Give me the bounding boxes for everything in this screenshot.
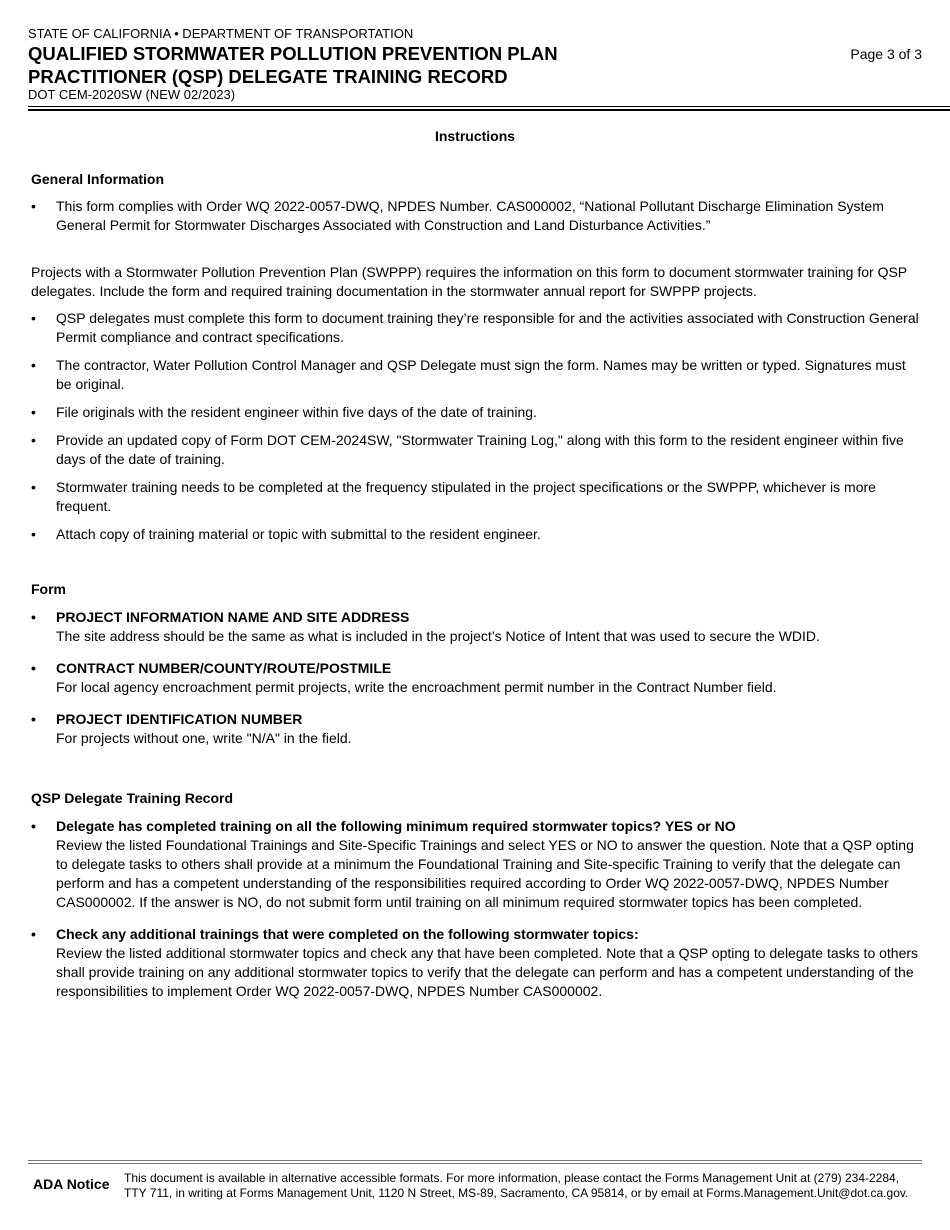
bullet-icon: • [31,310,36,326]
footer-divider-2 [28,1163,922,1164]
bullet-icon: • [31,711,36,727]
ada-notice-label: ADA Notice [33,1176,110,1192]
general-bullet-text: This form complies with Order WQ 2022-0057-DWQ, NPDES Number. CAS000002, “National Pollutant Discharge Elimination System General Permit for Stormwater Discharges Associated with Construction and Land Disturbance Activities.” [56,198,884,233]
list-item [31,659,921,697]
general-paragraph: Projects with a Stormwater Pollution Prevention Plan (SWPPP) requires the information on this form to document stormwater training for QSP delegates. Include the form and required training documentation in the stormwater annual report for SWPPP projects. [31,264,907,299]
qsp-item-text: Review the listed additional stormwater topics and check any that have been completed. Note that a QSP opting to delegate tasks to others shall provide training on any additional stormwater topics to verify that the delegate can perform and has a competent understanding of the responsibilities to implement Order WQ 2022-0057-DWQ, NPDES Number CAS000002. [56,945,919,999]
list-item [31,608,921,646]
general-bullet-text: The contractor, Water Pollution Control Manager and QSP Delegate must sign the form. Names may be written or typed. Signatures must be original. [56,357,906,392]
bullet-icon: • [31,479,36,495]
general-bullets-top [31,197,921,235]
list-item [31,356,921,394]
form-title [28,42,558,88]
bullet-icon: • [31,818,36,834]
list-item [31,525,921,544]
form-item-text: For projects without one, write "N/A" in the field. [56,730,352,746]
list-item [31,925,921,1001]
form-number: DOT CEM-2020SW (NEW 02/2023) [28,87,236,102]
form-item-title: PROJECT IDENTIFICATION NUMBER [56,711,303,727]
page-number: Page 3 of 3 [850,46,922,62]
instructions-title: Instructions [434,128,516,144]
form-section-heading: Form [31,581,66,597]
footer-divider-1 [28,1160,922,1161]
list-item [31,478,921,516]
general-bullet-text: QSP delegates must complete this form to document training they’re responsible for and the activities associated with Construction General Permit compliance and contract specifications. [56,310,919,345]
list-item [31,431,921,469]
ada-notice-text: This document is available in alternative accessible formats. For more information, please contact the Forms Management Unit at (279) 234-2284, TTY 711, in writing at Forms Management Unit, 1120 N Street, MS-89, Sacramento, CA 95814, or by email at Forms.Management.Unit@dot.ca.gov. [124,1171,909,1200]
general-bullets [31,309,921,544]
qsp-item-title: Check any additional trainings that were completed on the following stormwater topics: [56,926,639,942]
bullet-icon: • [31,404,36,420]
bullet-icon: • [31,609,36,625]
qsp-item-title: Delegate has completed training on all the following minimum required stormwater topics? YES or NO [56,818,736,834]
qsp-section-items [31,817,921,1001]
bullet-icon: • [31,357,36,373]
form-title-line-1: QUALIFIED STORMWATER POLLUTION PREVENTION PLAN [28,43,558,64]
bullet-icon: • [31,926,36,942]
form-item-title: PROJECT INFORMATION NAME AND SITE ADDRESS [56,609,410,625]
header-divider-thick [28,109,950,111]
bullet-icon: • [31,526,36,542]
form-title-line-2: PRACTITIONER (QSP) DELEGATE TRAINING RECORD [28,66,508,87]
bullet-icon: • [31,432,36,448]
list-item [31,710,921,748]
general-bullet-text: Stormwater training needs to be completed at the frequency stipulated in the project specifications or the SWPPP, whichever is more frequent. [56,479,876,514]
list-item [31,403,921,422]
form-item-text: For local agency encroachment permit projects, write the encroachment permit number in the Contract Number field. [56,679,777,695]
general-info-heading: General Information [31,171,165,187]
list-item [31,817,921,912]
form-item-text: The site address should be the same as what is included in the project’s Notice of Intent that was used to secure the WDID. [56,628,820,644]
form-item-title: CONTRACT NUMBER/COUNTY/ROUTE/POSTMILE [56,660,392,676]
agency-line: STATE OF CALIFORNIA • DEPARTMENT OF TRANSPORTATION [28,26,414,41]
bullet-icon: • [31,198,36,214]
instructions-body [31,170,921,1001]
bullet-icon: • [31,660,36,676]
list-item [31,197,921,235]
list-item [31,309,921,347]
qsp-item-text: Review the listed Foundational Trainings and Site-Specific Trainings and select YES or NO to answer the question. Note that a QSP opting to delegate tasks to others shall provide at a minimum the Foundational Training and Site-specific Training to verify that the delegate can perform and has a competent understanding of the responsibilities required according to Order WQ 2022-0057-DWQ, NPDES Number CAS000002. If the answer is NO, do not submit form until training on all minimum required stormwater topics has been completed. [56,837,914,910]
general-bullet-text: Provide an updated copy of Form DOT CEM-2024SW, "Stormwater Training Log," along with this form to the resident engineer within five days of the date of training. [56,432,904,467]
general-bullet-text: Attach copy of training material or topic with submittal to the resident engineer. [56,526,541,542]
general-bullet-text: File originals with the resident engineer within five days of the date of training. [56,404,537,420]
qsp-section-heading: QSP Delegate Training Record [31,790,234,806]
form-section-items [31,608,921,748]
header-divider-thin [28,106,950,107]
